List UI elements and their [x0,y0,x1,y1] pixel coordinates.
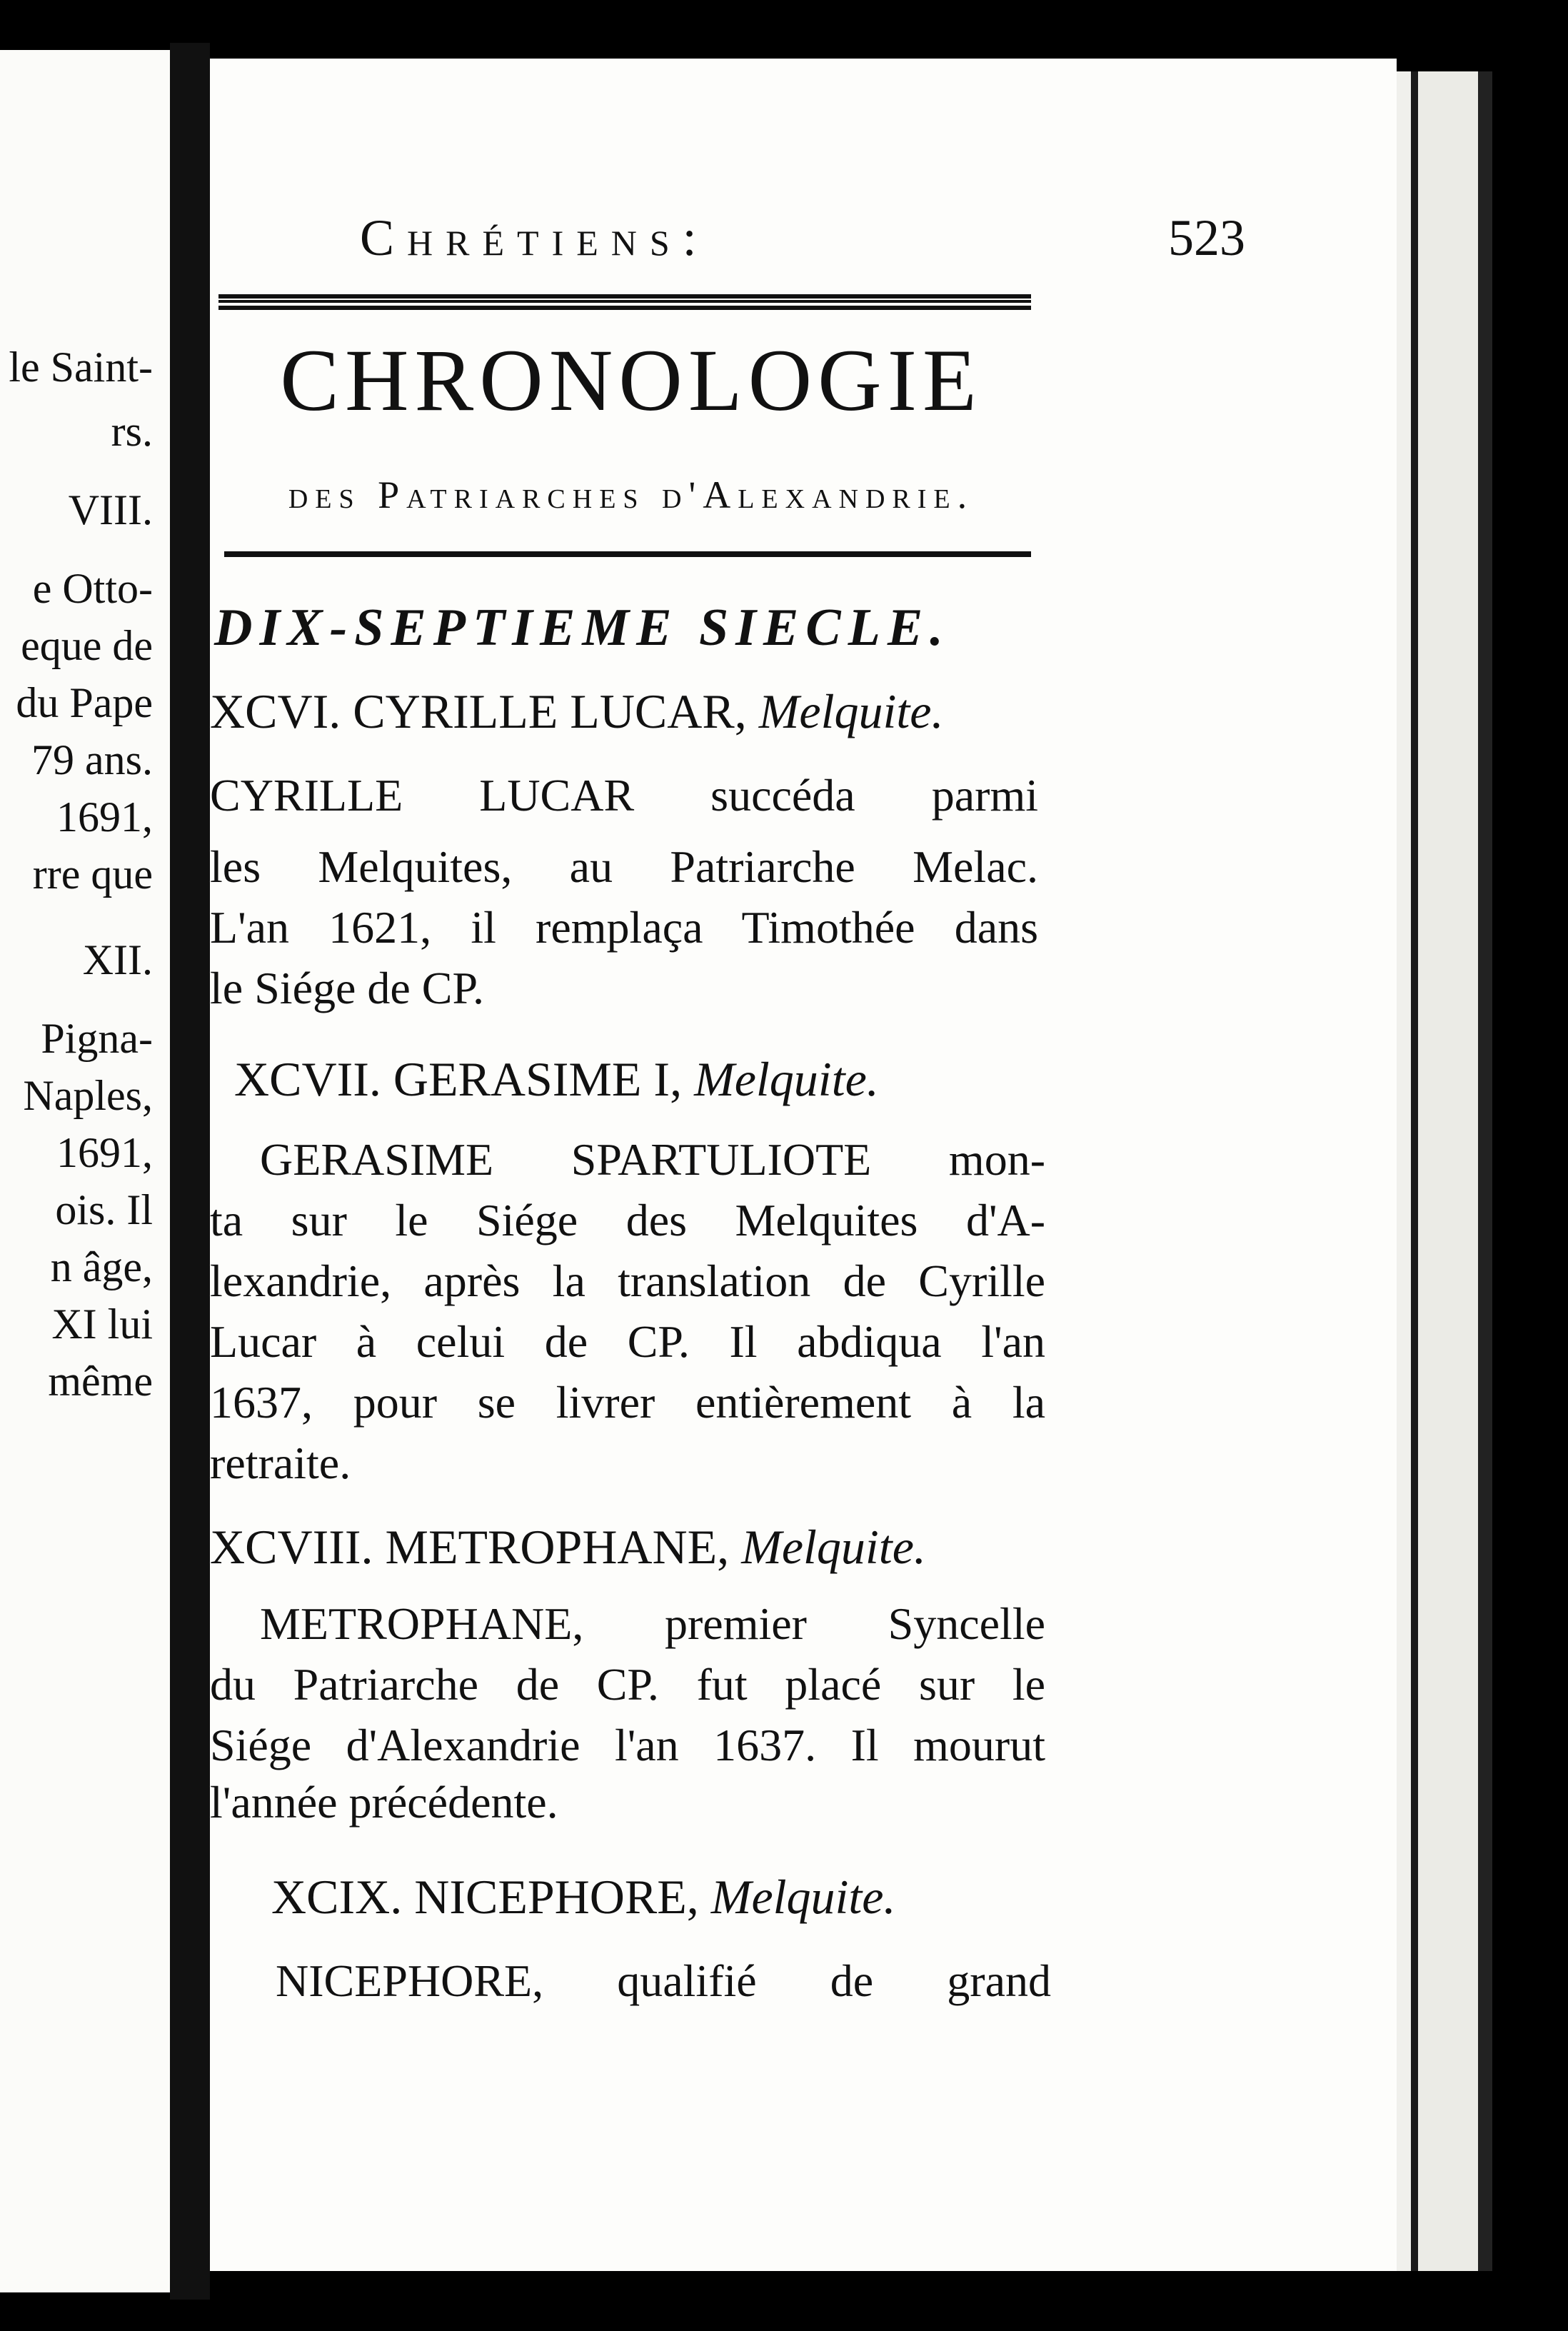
entry-body-line: Siége d'Alexandrie l'an 1637. Il mourut [210,1720,1045,1770]
entry-heading-name: XCVIII. METROPHANE, [210,1520,730,1574]
entry-body-line: NICEPHORE, qualifié de grand [276,1955,1051,2006]
entry-body-line: CYRILLE LUCAR succéda parmi [210,770,1038,821]
left-line: le Saint- [9,344,153,391]
entry-heading-name: XCVI. CYRILLE LUCAR, [210,684,747,738]
entry-body-line: les Melquites, au Patriarche Melac. [210,841,1038,892]
page-number: 523 [1168,209,1245,266]
entry-body-line: 1637, pour se livrer entièrement à la [210,1377,1045,1428]
left-line: VIII. [68,486,153,533]
book-gutter [170,43,210,2300]
main-title: CHRONOLOGIE [280,331,982,429]
running-title: Chrétiens: [360,209,710,266]
left-line: Naples, [23,1072,153,1119]
century-heading: DIX-SEPTIEME SIECLE. [214,598,950,657]
page-content [210,59,1397,2271]
entry-body-line: L'an 1621, il remplaça Timothée dans [210,902,1038,953]
left-line: eque de [21,622,153,669]
page-edges [1385,71,1528,2271]
entry-heading [210,1520,926,1574]
left-line: e Otto- [32,565,153,612]
entry-body-line: Lucar à celui de CP. Il abdiqua l'an [210,1316,1045,1367]
subtitle: des Patriarches d'Alexandrie. [288,473,975,516]
left-line: n âge, [50,1243,153,1290]
entry-body-line: le Siége de CP. [210,963,484,1013]
entry-heading-rite: Melquite. [694,1052,879,1106]
entry-heading-name: XCIX. NICEPHORE, [271,1870,699,1924]
left-line: rre que [32,851,153,898]
left-page [0,50,170,2292]
left-line: XI lui [51,1300,153,1348]
left-line: 79 ans. [31,736,153,783]
running-head [360,209,1245,280]
entry-body-line: lexandrie, après la translation de Cyrille [210,1255,1045,1306]
right-page [210,59,1397,2271]
entry-heading-name: XCVII. GERASIME I, [234,1052,683,1106]
entry-heading [271,1870,896,1924]
left-line: même [48,1358,153,1405]
left-line: 1691, [56,793,153,841]
entry-body-line: METROPHANE, premier Syncelle [260,1598,1045,1649]
entry-body-line: GERASIME SPARTULIOTE mon- [260,1134,1045,1185]
entry-heading-rite: Melquite. [710,1870,896,1924]
left-line: ois. Il [55,1186,153,1233]
entry-heading [210,684,944,738]
left-line: du Pape [16,679,153,726]
entry-body-line: l'année précédente. [210,1777,558,1828]
left-line: rs. [111,408,153,455]
entry-heading-rite: Melquite. [741,1520,926,1574]
title-rule [224,551,1031,557]
entry-heading [234,1052,879,1106]
entry-body-line: retraite. [210,1438,351,1488]
header-rule [218,294,1031,310]
left-line: Pigna- [41,1015,153,1062]
entry-heading-rite: Melquite. [758,684,944,738]
left-line: XII. [82,936,153,983]
entry-body-line: ta sur le Siége des Melquites d'A- [210,1195,1045,1245]
entry-body-line: du Patriarche de CP. fut placé sur le [210,1659,1045,1710]
left-line: 1691, [56,1129,153,1176]
